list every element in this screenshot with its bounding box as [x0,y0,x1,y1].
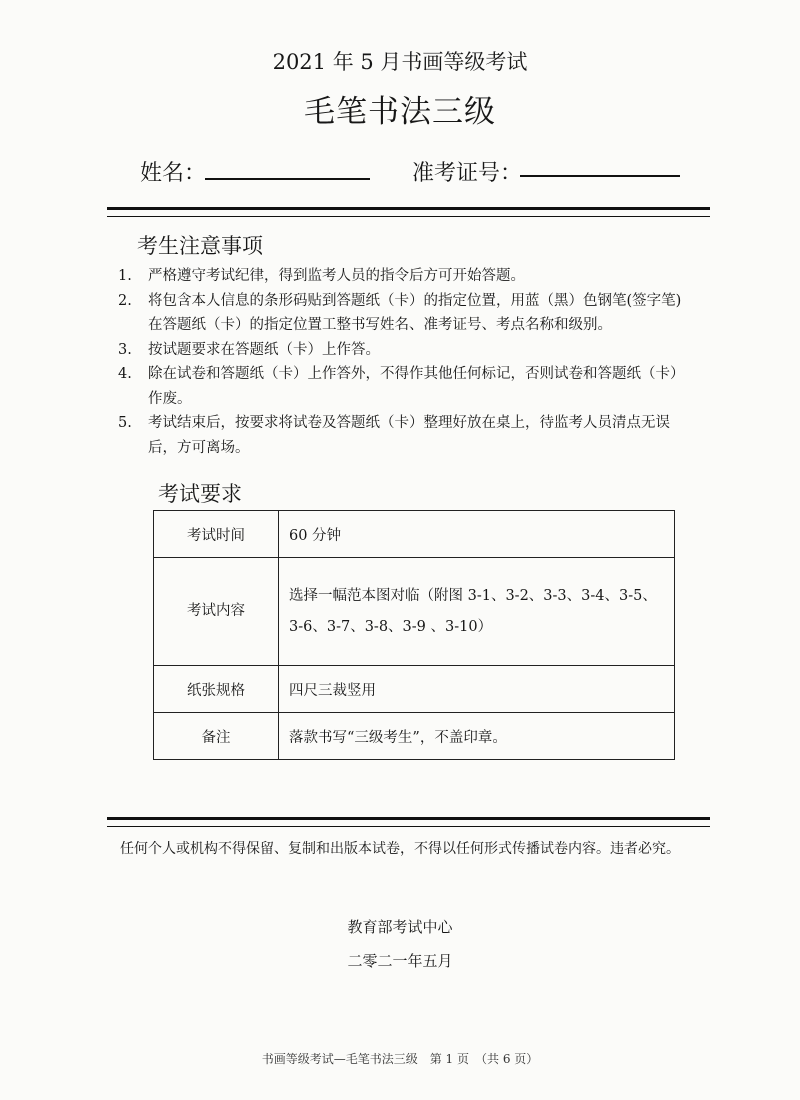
subject-title: 毛笔书法三级 [304,94,496,130]
notice-item [118,289,688,338]
notice-text: 严格遵守考试纪律，得到监考人员的指令后方可开始答题。 [148,268,525,284]
double-divider-bottom [107,817,710,827]
notice-text: 按试题要求在答题纸（卡）上作答。 [148,341,380,358]
row-value: 落款书写“三级考生”，不盖印章。 [279,713,675,760]
issue-date: 二零二一年五月 [347,952,453,970]
notice-number: 2. [118,292,132,309]
row-value: 四尺三裁竖用 [279,666,675,713]
notices-heading: 考生注意事项 [137,234,263,258]
table-row [154,666,675,713]
notice-item [118,362,688,411]
exam-title: 2021 年 5 月书画等级考试 [272,50,528,74]
notice-number: 3. [118,341,132,358]
row-value: 选择一幅范本图对临（附图 3-1、3-2、3-3、3-4、3-5、3-6、3-7、3-8、3-9 、3-10） [279,558,675,666]
notice-text: 将包含本人信息的条形码贴到答题纸（卡）的指定位置，用蓝（黑）色钢笔(签字笔)在答题纸（卡）的指定位置工整书写姓名、准考证号、考点名称和级别。 [148,292,682,333]
row-value: 60 分钟 [279,511,675,558]
requirements-table [153,510,675,760]
name-field[interactable] [205,178,370,180]
requirements-heading: 考试要求 [158,482,242,506]
table-row [154,558,675,666]
notice-number: 4. [118,366,132,382]
notice-item [118,411,688,460]
notice-item [118,264,688,289]
notice-item [118,338,688,363]
row-key: 考试时间 [154,511,279,558]
double-divider-top [107,207,710,217]
page-footer: 书画等级考试—毛笔书法三级 第 1 页 （共 6 页） [261,1052,539,1066]
notices-list [118,264,688,460]
issuer: 教育部考试中心 [347,918,453,936]
copyright-notice: 任何个人或机构不得保留、复制和出版本试卷，不得以任何形式传播试卷内容。违者必究。 [120,841,680,857]
table-row [154,511,675,558]
row-key: 备注 [154,713,279,760]
notice-number: 1. [118,268,132,284]
notice-text: 考试结束后，按要求将试卷及答题纸（卡）整理好放在桌上，待监考人员清点无误后，方可离场。 [148,415,670,456]
notice-text: 除在试卷和答题纸（卡）上作答外，不得作其他任何标记，否则试卷和答题纸（卡）作废。 [148,366,685,407]
exam-id-label: 准考证号： [412,161,523,186]
table-row [154,713,675,760]
notice-number: 5. [118,415,132,431]
row-key: 考试内容 [154,558,279,666]
name-label: 姓名： [140,161,207,186]
exam-id-field[interactable] [520,175,680,177]
row-key: 纸张规格 [154,666,279,713]
